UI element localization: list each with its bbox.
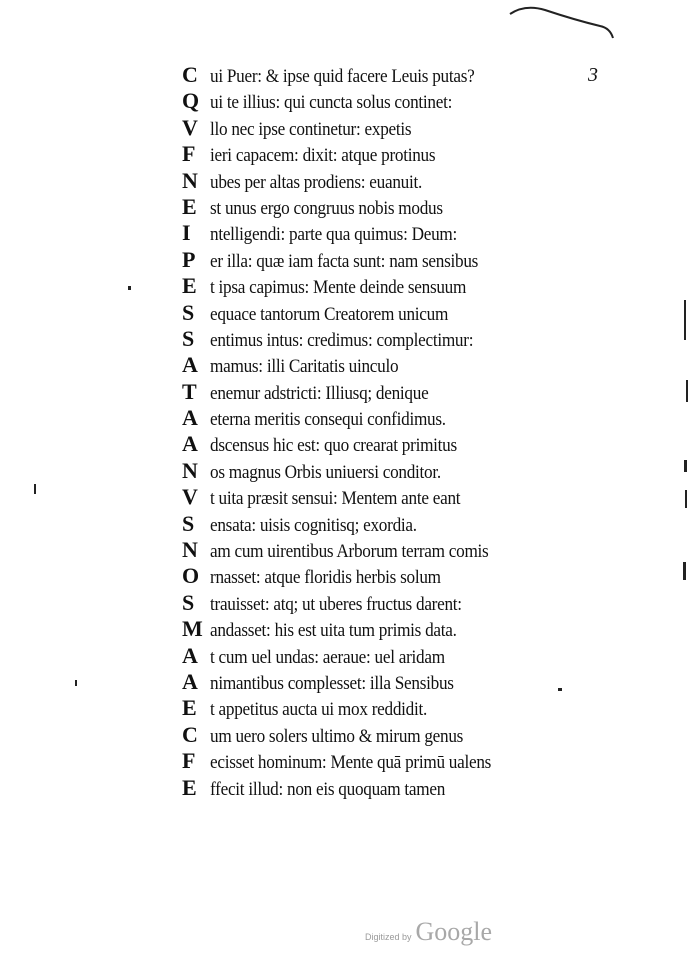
pen-scribble-mark — [505, 0, 625, 50]
margin-speck — [34, 484, 36, 494]
poem-line — [182, 618, 622, 644]
margin-speck — [128, 286, 131, 290]
edge-mark — [684, 460, 687, 472]
verse-text: ffecit illud: non eis quoquam tamen — [210, 779, 446, 800]
acrostic-initial: A — [182, 668, 198, 694]
poem-line — [182, 90, 622, 116]
poem-line — [182, 64, 622, 90]
verse-text: ui te illius: qui cuncta solus continet: — [210, 93, 453, 114]
acrostic-initial: A — [182, 352, 198, 378]
digitized-by-google-watermark — [365, 917, 492, 947]
poem-line — [182, 354, 622, 380]
acrostic-initial: S — [182, 589, 195, 615]
acrostic-initial: O — [182, 563, 200, 589]
google-logo-text: Google — [415, 917, 493, 946]
verse-text: eterna meritis consequi confidimus. — [210, 410, 446, 431]
acrostic-initial: E — [182, 273, 197, 299]
poem-line — [182, 565, 622, 591]
acrostic-initial: I — [182, 220, 191, 246]
acrostic-initial: M — [182, 616, 203, 642]
verse-text: ubes per altas prodiens: euanuit. — [210, 172, 423, 193]
acrostic-initial: S — [182, 510, 195, 536]
verse-text: ecisset hominum: Mente quā primū ualens — [210, 753, 492, 774]
verse-text: ieri capacem: dixit: atque protinus — [210, 146, 436, 167]
verse-text: nimantibus complesset: illa Sensibus — [210, 673, 454, 694]
acrostic-initial: A — [182, 642, 198, 668]
poem-line — [182, 407, 622, 433]
poem-line — [182, 167, 622, 196]
verse-text: equace tantorum Creatorem unicum — [210, 304, 449, 325]
folio-number: 3 — [588, 64, 600, 86]
acrostic-initial: N — [182, 167, 198, 193]
poem-line — [182, 750, 622, 776]
acrostic-initial: N — [182, 457, 198, 483]
acrostic-initial: Q — [182, 88, 200, 114]
acrostic-initial: F — [182, 748, 196, 774]
acrostic-initial: A — [182, 405, 198, 431]
acrostic-initial: N — [182, 537, 198, 563]
poem-line — [182, 486, 622, 512]
acrostic-initial: C — [182, 721, 198, 747]
verse-text: t ipsa capimus: Mente deinde sensuum — [210, 278, 467, 299]
poem-line — [182, 275, 622, 301]
poem-line — [182, 299, 622, 328]
poem-line — [182, 589, 622, 618]
poem-line — [182, 721, 622, 750]
poem-line — [182, 222, 622, 248]
acrostic-initial: T — [182, 378, 197, 404]
verse-text: andasset: his est uita tum primis data. — [210, 621, 457, 642]
edge-mark — [685, 490, 687, 508]
poem-line — [182, 325, 622, 354]
poem-line — [182, 539, 622, 565]
edge-mark — [683, 562, 686, 580]
poem-line — [182, 433, 622, 459]
poem-line — [182, 457, 622, 486]
verse-text: os magnus Orbis uniuersi conditor. — [210, 462, 441, 483]
acrostic-initial: E — [182, 774, 197, 800]
verse-text: entimus intus: credimus: complectimur: — [210, 330, 474, 351]
acrostic-poem — [182, 64, 622, 803]
verse-text: ntelligendi: parte qua quimus: Deum: — [210, 225, 458, 246]
verse-text: am cum uirentibus Arborum terram comis — [210, 542, 489, 563]
poem-line — [182, 246, 622, 275]
acrostic-initial: P — [182, 246, 196, 272]
poem-line — [182, 668, 622, 697]
verse-text: um uero solers ultimo & mirum genus — [210, 726, 464, 747]
text-speck — [558, 688, 562, 691]
poem-line — [182, 774, 622, 803]
verse-text: enemur adstricti: Illiusq; denique — [210, 383, 429, 404]
acrostic-initial: C — [182, 62, 198, 87]
acrostic-initial: E — [182, 193, 197, 219]
poem-line — [182, 143, 622, 169]
verse-text: t uita præsit sensui: Mentem ante eant — [210, 489, 461, 510]
verse-text: mamus: illi Caritatis uinculo — [210, 357, 399, 378]
acrostic-initial: E — [182, 695, 197, 721]
verse-text: rnasset: atque floridis herbis solum — [210, 568, 441, 589]
acrostic-initial: A — [182, 431, 198, 457]
verse-text: t appetitus aucta ui mox reddidit. — [210, 700, 427, 721]
poem-line — [182, 642, 622, 671]
acrostic-initial: V — [182, 484, 198, 510]
edge-mark — [686, 380, 688, 402]
poem-line — [182, 114, 622, 143]
verse-text: llo nec ipse continetur: expetis — [210, 119, 412, 140]
verse-text: t cum uel undas: aeraue: uel aridam — [210, 647, 445, 668]
verse-text: er illa: quæ iam facta sunt: nam sensibus — [210, 251, 479, 272]
verse-text: ensata: uisis cognitisq; exordia. — [210, 515, 417, 536]
acrostic-initial: S — [182, 325, 195, 351]
edge-mark — [684, 300, 686, 340]
verse-text: trauisset: atq; ut uberes fructus darent: — [210, 594, 462, 615]
watermark-prefix: Digitized by — [365, 932, 412, 942]
verse-text: ui Puer: & ipse quid facere Leuis putas? — [210, 67, 475, 87]
verse-text: st unus ergo congruus nobis modus — [210, 198, 443, 219]
acrostic-initial: S — [182, 299, 195, 325]
poem-line — [182, 697, 622, 723]
poem-line — [182, 510, 622, 539]
acrostic-initial: V — [182, 114, 198, 140]
poem-line — [182, 193, 622, 222]
poem-line — [182, 378, 622, 407]
margin-speck — [75, 680, 77, 686]
acrostic-initial: F — [182, 141, 196, 167]
verse-text: dscensus hic est: quo crearat primitus — [210, 436, 457, 457]
